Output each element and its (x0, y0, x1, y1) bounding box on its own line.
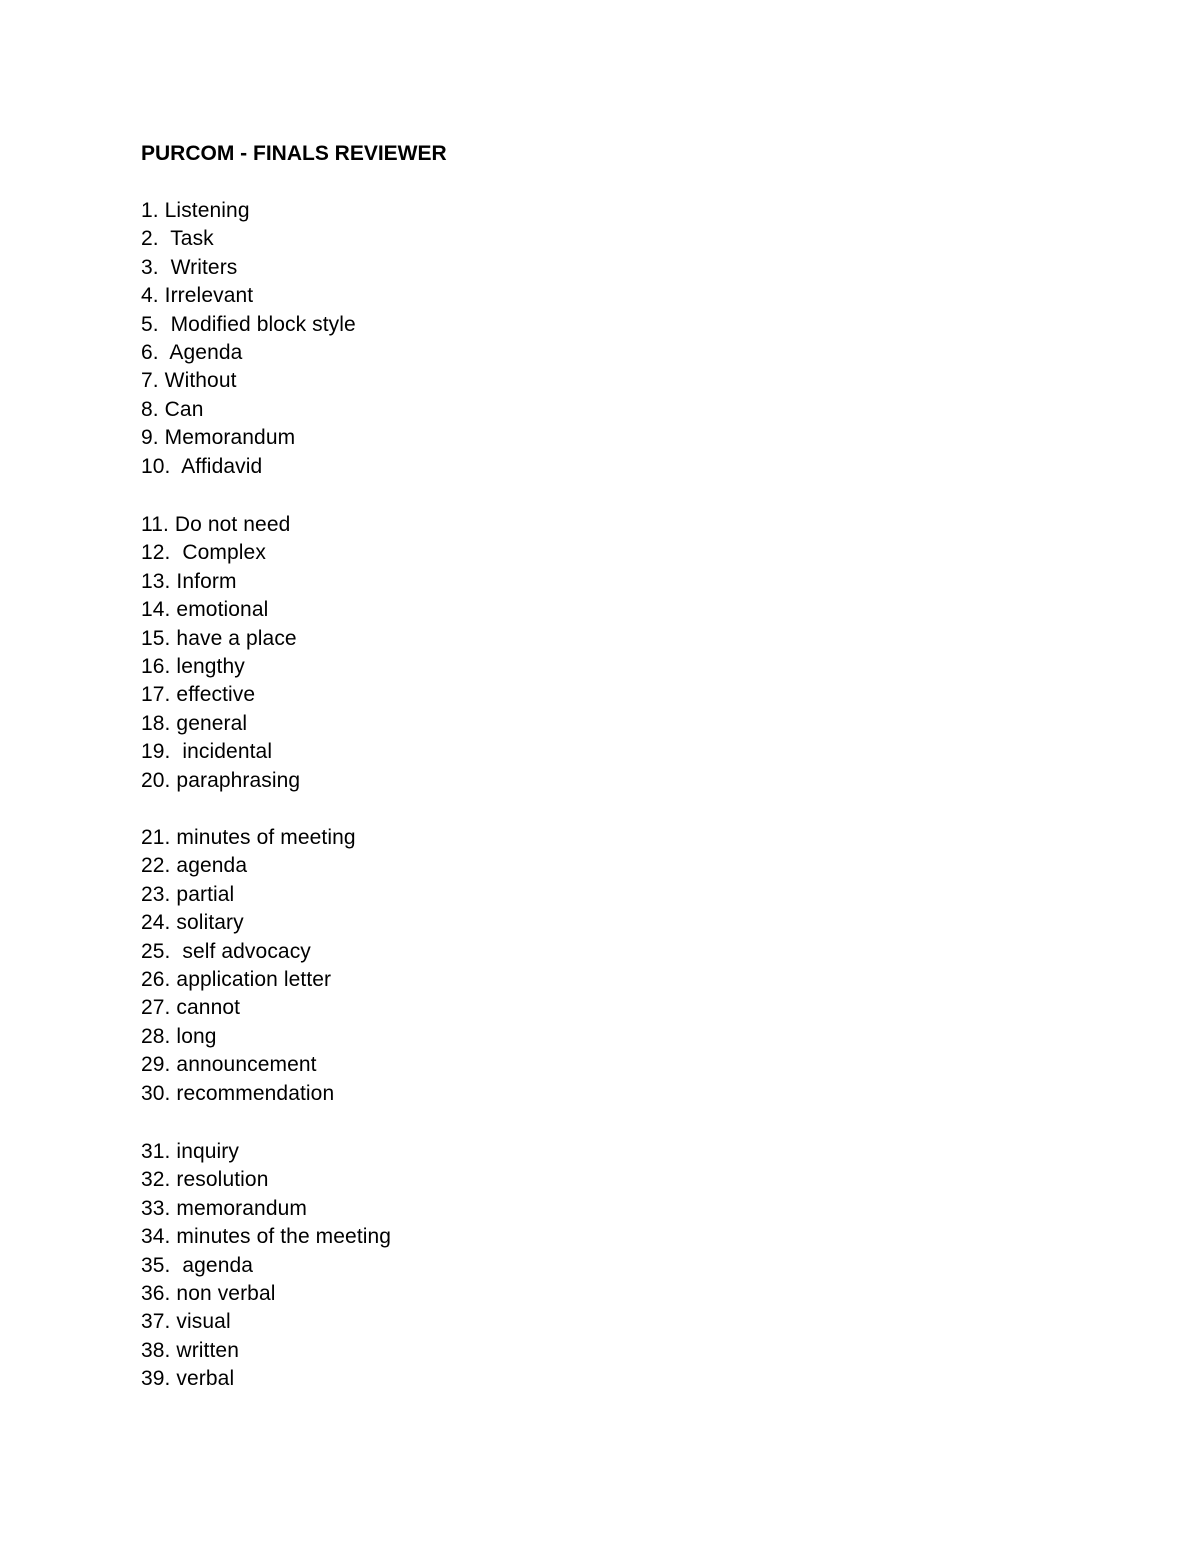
answer-item: 38. written (141, 1338, 239, 1362)
answer-item: 23. partial (141, 882, 235, 906)
answer-item: 39. verbal (141, 1367, 235, 1391)
answer-group-21-30 (141, 824, 356, 1108)
answer-item: 12. Complex (141, 541, 266, 565)
answer-item: 14. emotional (141, 598, 269, 622)
answer-group-31-39 (141, 1138, 391, 1394)
answer-item: 22. agenda (141, 854, 248, 878)
answer-item: 21. minutes of meeting (141, 826, 356, 849)
answer-item: 20. paraphrasing (141, 768, 301, 792)
answer-item: 4. Irrelevant (141, 284, 254, 308)
answer-item: 18. general (141, 711, 248, 735)
answer-item: 11. Do not need (141, 513, 291, 536)
answer-item: 35. agenda (141, 1253, 254, 1277)
answer-item: 29. announcement (141, 1053, 317, 1077)
answer-item: 8. Can (141, 397, 204, 421)
answer-item: 1. Listening (141, 199, 250, 222)
answer-item: 31. inquiry (141, 1140, 239, 1163)
answer-item: 28. long (141, 1024, 217, 1048)
answer-item: 6. Agenda (141, 341, 243, 365)
answer-group-1-10 (141, 197, 356, 481)
answer-item: 32. resolution (141, 1168, 269, 1192)
answer-item: 24. solitary (141, 911, 244, 935)
answer-item: 36. non verbal (141, 1282, 276, 1306)
answer-item: 27. cannot (141, 996, 241, 1020)
answer-item: 30. recommendation (141, 1081, 335, 1105)
answer-item: 25. self advocacy (141, 939, 311, 963)
answer-item: 15. have a place (141, 626, 297, 650)
document-title: PURCOM - FINALS REVIEWER (141, 142, 447, 165)
answer-item: 16. lengthy (141, 655, 245, 679)
answer-group-11-20 (141, 511, 300, 795)
answer-item: 13. Inform (141, 569, 237, 593)
answer-item: 26. application letter (141, 968, 332, 992)
answer-item: 2. Task (141, 227, 214, 251)
answer-item: 5. Modified block style (141, 312, 356, 336)
answer-item: 33. memorandum (141, 1196, 307, 1220)
answer-item: 9. Memorandum (141, 426, 296, 450)
answer-item: 3. Writers (141, 255, 238, 279)
answer-item: 10. Affidavid (141, 454, 263, 478)
answer-item: 37. visual (141, 1310, 231, 1334)
answer-item: 7. Without (141, 369, 237, 393)
answer-item: 34. minutes of the meeting (141, 1225, 392, 1249)
answer-item: 17. effective (141, 683, 256, 707)
answer-item: 19. incidental (141, 740, 273, 764)
